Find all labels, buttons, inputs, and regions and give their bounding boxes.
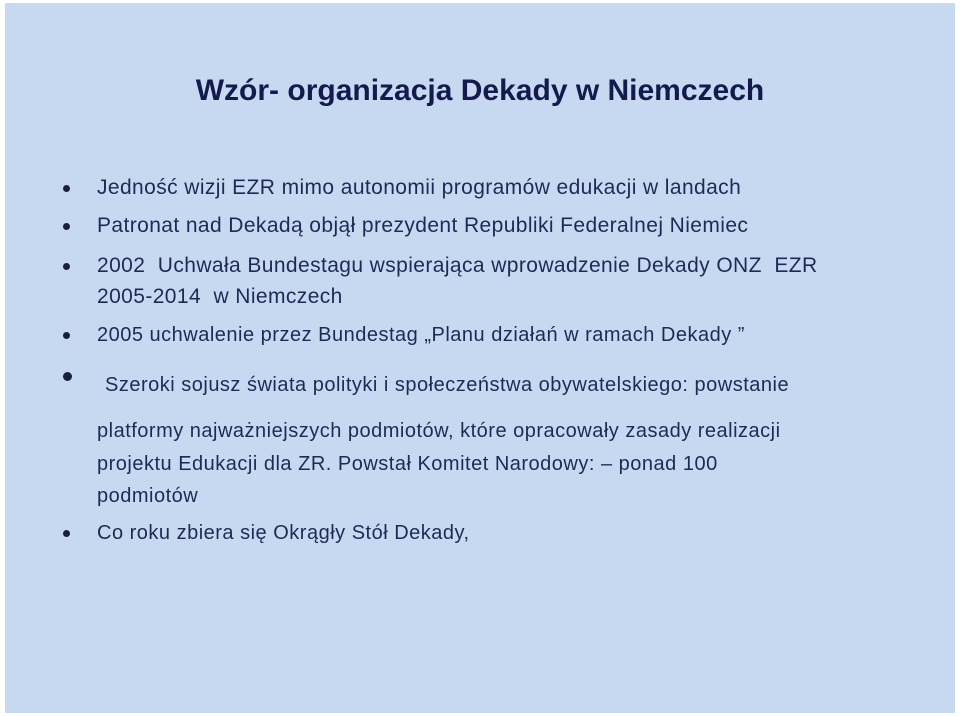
list-item-text: 2002 Uchwała Bundestagu wspierająca wprowadzenie Dekady ONZ EZR	[97, 254, 818, 277]
list-item-text-continuation: 2005-2014 w Niemczech	[97, 285, 343, 308]
bullet-icon	[63, 223, 70, 230]
list-item-text: Szeroki sojusz świata polityki i społeczeństwa obywatelskiego: powstanie	[105, 374, 790, 396]
list-item-text: 2005 uchwalenie przez Bundestag „Planu działań w ramach Dekady ”	[97, 324, 745, 346]
list-item-text-continuation: platformy najważniejszych podmiotów, które opracowały zasady realizacji	[97, 420, 781, 442]
list-item-text: Jedność wizji EZR mimo autonomii programów edukacji w landach	[97, 176, 742, 199]
slide-title: Wzór- organizacja Dekady w Niemczech	[195, 74, 765, 107]
bullet-icon	[63, 372, 72, 381]
bullet-icon	[63, 530, 70, 537]
list-item-text-continuation: podmiotów	[97, 485, 199, 507]
list-item-text: Co roku zbiera się Okrągły Stół Dekady,	[97, 522, 470, 544]
list-item-text-continuation: projektu Edukacji dla ZR. Powstał Komitet Narodowy: – ponad 100	[97, 453, 718, 475]
bullet-icon	[63, 263, 70, 270]
slide	[5, 3, 955, 713]
list-item-text: Patronat nad Dekadą objął prezydent Republiki Federalnej Niemiec	[97, 214, 749, 237]
bullet-icon	[63, 332, 70, 339]
bullet-icon	[63, 185, 70, 192]
